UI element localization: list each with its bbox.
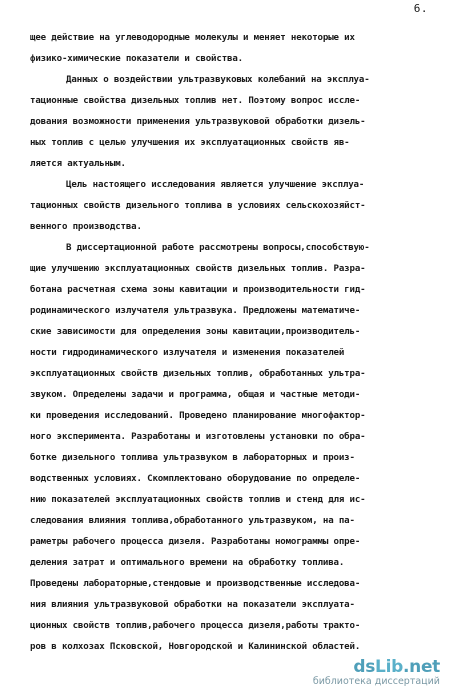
page-number: 6.	[413, 2, 428, 15]
logo-dot: .	[402, 657, 410, 677]
text-line: ционных свойств топлив,рабочего процесса дизеля,работы тракто-	[30, 621, 361, 631]
text-line: ботана расчетная схема зоны кавитации и производительности гид-	[30, 285, 366, 295]
text-line: нию показателей эксплуатационных свойств топлив и стенд для ис-	[30, 495, 366, 505]
logo-ds: ds	[353, 657, 376, 677]
text-line: тационных свойств дизельного топлива в условиях сельскохозяйст-	[30, 201, 366, 211]
text-line: ности гидродинамического излучателя и изменения показателей	[30, 348, 345, 358]
text-line: Цель настоящего исследования является улучшение эксплуа-	[66, 180, 365, 190]
logo-net: net	[409, 657, 440, 677]
text-line: ных топлив с целью улучшения их эксплуатационных свойств яв-	[30, 138, 350, 148]
text-line: звуком. Определены задачи и программа, общая и частные методи-	[30, 390, 361, 400]
text-line: эксплуатационных свойств дизельных топлив, обработанных ультра-	[30, 369, 366, 379]
text-line: ния влияния ультразвуковой обработки на показатели эксплуата-	[30, 600, 355, 610]
logo-lib: Lib	[375, 657, 403, 677]
text-line: щие улучшению эксплуатационных свойств дизельных топлив. Разра-	[30, 264, 366, 274]
text-line: водственных условиях. Скомплектовано оборудование по определе-	[30, 474, 361, 484]
text-line: Проведены лабораторные,стендовые и производственные исследова-	[30, 579, 361, 589]
text-line: ботке дизельного топлива ультразвуком в лабораторных и произ-	[30, 453, 355, 463]
text-line: физико-химические показатели и свойства.	[30, 54, 243, 64]
text-line: ские зависимости для определения зоны кавитации,производитель-	[30, 327, 361, 337]
text-line: деления затрат и оптимального времени на обработку топлива.	[30, 558, 345, 568]
text-line: ки проведения исследований. Проведено планирование многофактор-	[30, 411, 366, 421]
text-line: ров в колхозах Псковской, Новгородской и Калининской областей.	[30, 642, 361, 652]
text-line: следования влияния топлива,обработанного ультразвуком, на па-	[30, 516, 355, 526]
text-line: тационные свойства дизельных топлив нет. Поэтому вопрос иссле-	[30, 96, 361, 106]
dslib-watermark	[313, 657, 440, 687]
text-line: родинамического излучателя ультразвука. Предложены математиче-	[30, 306, 361, 316]
text-line: дования возможности применения ультразвуковой обработки дизель-	[30, 117, 366, 127]
watermark-subtitle: библиотека диссертаций	[312, 676, 440, 687]
text-line: ного эксперимента. Разработаны и изготовлены установки по обра-	[30, 432, 366, 442]
text-line: Данных о воздействии ультразвуковых колебаний на эксплуа-	[66, 75, 370, 85]
dslib-logo	[353, 657, 440, 677]
text-line: В диссертационной работе рассмотрены вопросы,способствую-	[66, 243, 370, 253]
text-line: раметры рабочего процесса дизеля. Разработаны номограммы опре-	[30, 537, 361, 547]
text-line: щее действие на углеводородные молекулы и меняет некоторые их	[30, 33, 355, 43]
text-line: венного производства.	[30, 222, 142, 232]
text-line: ляется актуальным.	[30, 159, 126, 169]
